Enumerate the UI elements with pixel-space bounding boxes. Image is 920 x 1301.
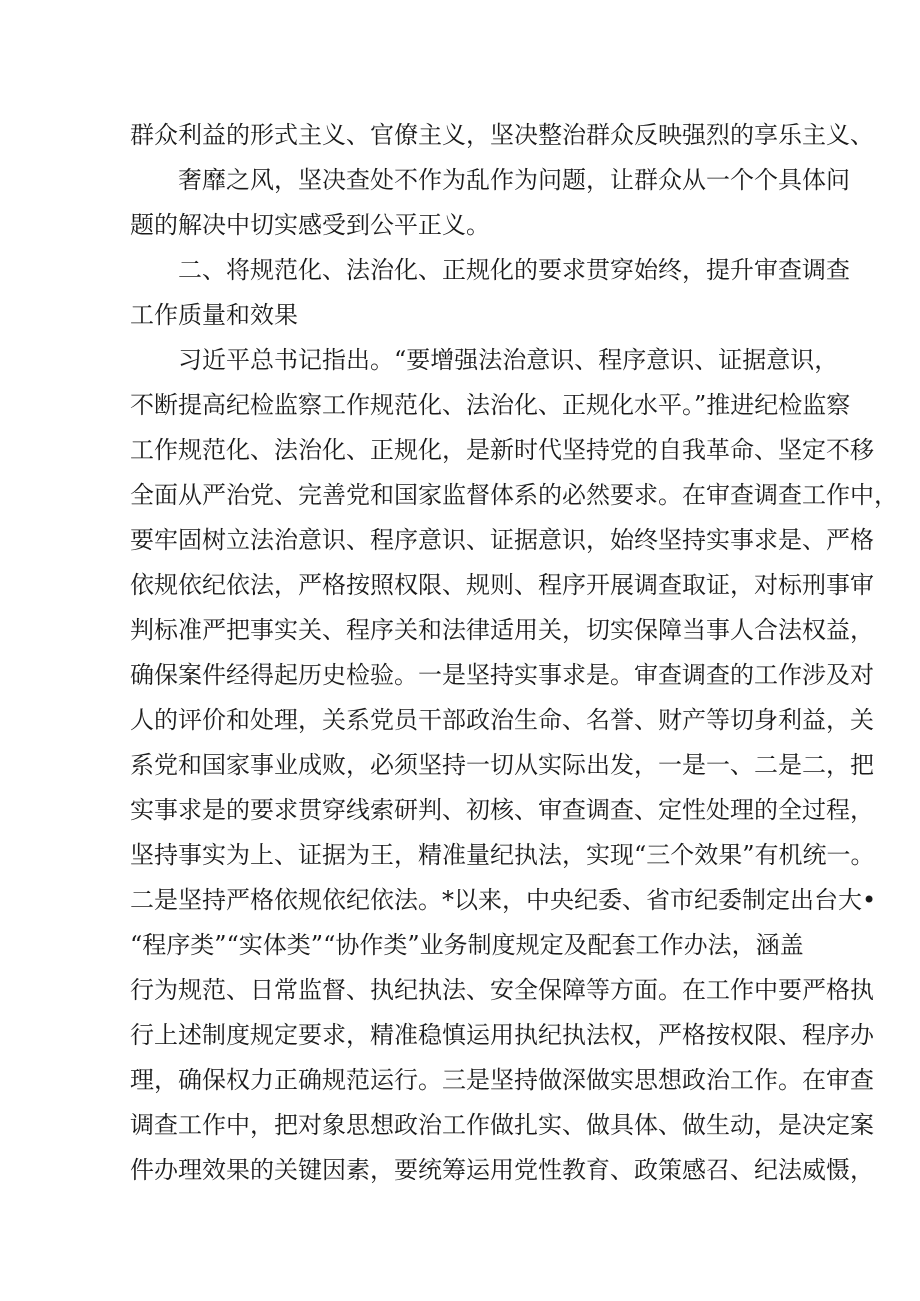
text-line: 系党和国家事业成败，必须坚持一切从实际出发，一是一、二是二，把 <box>130 751 874 779</box>
text-line: 确保案件经得起历史检验。一是坚持实事求是。审查调查的工作涉及对 <box>130 661 874 689</box>
text-line: 奢靡之风，坚决查处不作为乱作为问题，让群众从一个个具体问 <box>178 166 850 194</box>
text-line: 件办理效果的关键因素，要统筹运用党性教育、政策感召、纪法威慑， <box>130 1156 874 1184</box>
section-heading-line: 工作质量和效果 <box>130 301 298 329</box>
text-line: 二是坚持严格依规依纪依法。*以来，中央纪委、省市纪委制定出台大• <box>130 886 877 914</box>
section-heading-line: 二、将规范化、法治化、正规化的要求贯穿始终，提升审查调查 <box>178 256 850 284</box>
text-line: 行为规范、日常监督、执纪执法、安全保障等方面。在工作中要严格执 <box>130 976 874 1004</box>
text-line: 群众利益的形式主义、官僚主义，坚决整治群众反映强烈的享乐主义、 <box>130 121 874 149</box>
text-line: 工作规范化、法治化、正规化，是新时代坚持党的自我革命、坚定不移 <box>130 436 874 464</box>
text-line: “程序类”“实体类”“协作类”业务制度规定及配套工作办法，涵盖 <box>130 931 804 959</box>
text-line: 人的评价和处理，关系党员干部政治生命、名誉、财产等切身利益，关 <box>130 706 874 734</box>
text-line: 坚持事实为上、证据为王，精准量纪执法，实现“三个效果”有机统一。 <box>130 841 875 869</box>
text-line: 调查工作中，把对象思想政治工作做扎实、做具体、做生动，是决定案 <box>130 1111 874 1139</box>
text-line: 判标准严把事实关、程序关和法律适用关，切实保障当事人合法权益， <box>130 616 874 644</box>
text-line: 实事求是的要求贯穿线索研判、初核、审查调查、定性处理的全过程， <box>130 796 874 824</box>
text-line: 依规依纪依法，严格按照权限、规则、程序开展调查取证，对标刑事审 <box>130 571 874 599</box>
text-line: 题的解决中切实感受到公平正义。 <box>130 211 490 239</box>
text-line: 行上述制度规定要求，精准稳慎运用执纪执法权，严格按权限、程序办 <box>130 1021 874 1049</box>
text-line: 理，确保权力正确规范运行。三是坚持做深做实思想政治工作。在审查 <box>130 1066 874 1094</box>
text-line: 要牢固树立法治意识、程序意识、证据意识，始终坚持实事求是、严格 <box>130 526 874 554</box>
text-line: 全面从严治党、完善党和国家监督体系的必然要求。在审查调查工作中， <box>130 481 898 509</box>
text-line: 习近平总书记指出。“要增强法治意识、程序意识、证据意识， <box>178 346 839 374</box>
text-line: 不断提高纪检监察工作规范化、法治化、正规化水平。”推进纪检监察 <box>130 391 851 419</box>
